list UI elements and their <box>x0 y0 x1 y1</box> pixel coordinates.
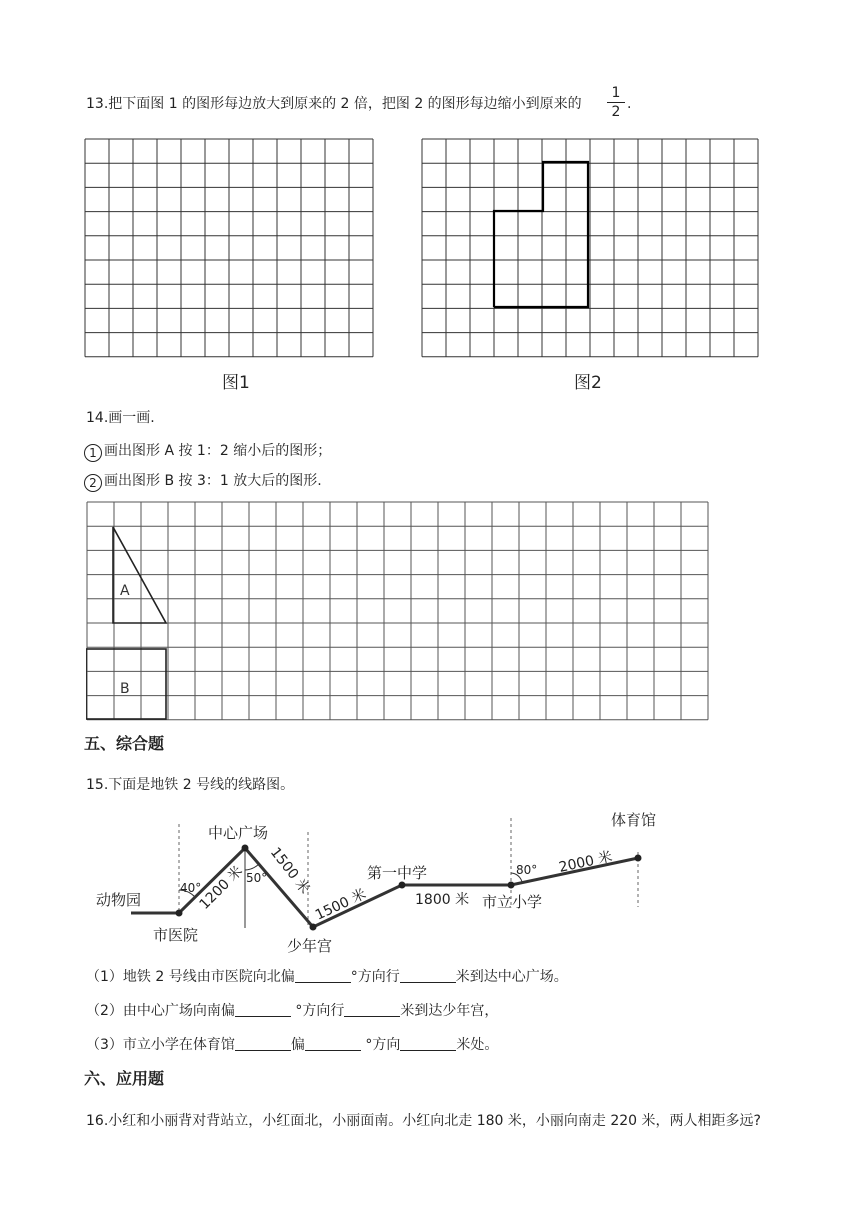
station-city-hospital <box>176 910 183 917</box>
label-distance-1800: 1800 米 <box>415 892 470 908</box>
question-16-text: 16.小红和小丽背对背站立，小红面北，小丽面南。小红向北走 180 米，小丽向南走 220 米，两人相距多远? <box>86 1113 761 1129</box>
question-15-sub-2 <box>86 1001 498 1021</box>
label-stadium: 体育馆 <box>611 811 657 829</box>
sub-2-part-3: 米到达少年宫， <box>400 1003 499 1019</box>
figure-2-grid <box>421 138 759 358</box>
answer-blank[interactable] <box>344 1002 400 1017</box>
question-15-sub-3 <box>86 1035 498 1055</box>
circled-number-2: 2 <box>84 474 102 492</box>
question-14-item-1-text: 画出图形 A 按 1：2 缩小后的图形； <box>104 443 332 459</box>
answer-blank[interactable] <box>400 968 456 983</box>
sub-1-part-2: °方向行 <box>350 969 400 985</box>
figure-2-l-shape <box>494 162 588 307</box>
label-city-primary-school: 市立小学 <box>482 893 543 911</box>
angle-arc-50 <box>245 864 259 870</box>
sub-2-part-2: °方向行 <box>290 1003 345 1019</box>
question-14-item-1 <box>84 441 331 462</box>
label-youth-palace: 少年宫 <box>287 937 333 955</box>
answer-blank[interactable] <box>305 1036 361 1051</box>
label-angle-40: 40° <box>180 881 202 895</box>
question-13-text: 13.把下面图 1 的图形每边放大到原来的 2 倍，把图 2 的图形每边缩小到原来的 <box>86 96 582 112</box>
figure-2-caption: 图2 <box>574 373 602 393</box>
question-15-sub-1 <box>86 967 568 987</box>
label-distance-2000: 2000 米 <box>557 849 614 876</box>
fraction-denominator: 2 <box>611 104 621 120</box>
fraction-numerator: 1 <box>611 85 621 101</box>
answer-blank[interactable] <box>295 968 351 983</box>
station-first-middle-school <box>399 882 406 889</box>
question-14-title: 14.画一画. <box>86 410 155 426</box>
station-stadium <box>635 855 642 862</box>
answer-blank[interactable] <box>235 1036 291 1051</box>
sub-3-part-4: 米处。 <box>456 1037 499 1053</box>
label-city-hospital: 市医院 <box>153 926 199 944</box>
station-center-square <box>242 845 249 852</box>
section-6-heading: 六、应用题 <box>84 1069 165 1088</box>
shape-b-label: B <box>120 681 130 697</box>
sub-3-part-1: （3）市立小学在体育馆 <box>86 1037 235 1053</box>
label-angle-80: 80° <box>516 863 538 877</box>
answer-blank[interactable] <box>235 1002 291 1017</box>
label-distance-1500-a: 1500 米 <box>266 844 313 898</box>
question-15-title: 15.下面是地铁 2 号线的线路图。 <box>86 777 295 793</box>
section-5-heading: 五、综合题 <box>84 734 165 753</box>
sub-2-part-1: （2）由中心广场向南偏 <box>86 1003 235 1019</box>
shape-a-label: A <box>120 583 130 599</box>
station-youth-palace <box>310 924 317 931</box>
sub-3-part-2: 偏 <box>290 1037 305 1053</box>
label-distance-1500-b: 1500 米 <box>312 886 369 924</box>
label-angle-50: 50° <box>246 871 268 885</box>
question-14-item-2-text: 画出图形 B 按 3：1 放大后的图形. <box>104 473 322 489</box>
station-city-primary-school <box>508 882 515 889</box>
figure-1-grid <box>84 138 376 358</box>
question-13-tail: . <box>627 96 632 112</box>
question-14-item-2 <box>84 471 322 492</box>
figure-1-caption: 图1 <box>222 373 250 393</box>
label-distance-1200: 1200 米 <box>196 863 247 913</box>
sub-1-part-3: 米到达中心广场。 <box>455 969 568 985</box>
circled-number-1: 1 <box>84 444 102 462</box>
sub-1-part-1: （1）地铁 2 号线由市医院向北偏 <box>86 969 295 985</box>
question-14-grid <box>86 501 710 721</box>
label-zoo: 动物园 <box>96 891 142 909</box>
label-center-square: 中心广场 <box>208 824 269 842</box>
subway-line-2-map <box>90 805 690 955</box>
sub-3-part-3: °方向 <box>360 1037 401 1053</box>
fraction-one-half <box>606 86 626 119</box>
answer-blank[interactable] <box>400 1036 456 1051</box>
label-first-middle-school: 第一中学 <box>367 864 428 882</box>
